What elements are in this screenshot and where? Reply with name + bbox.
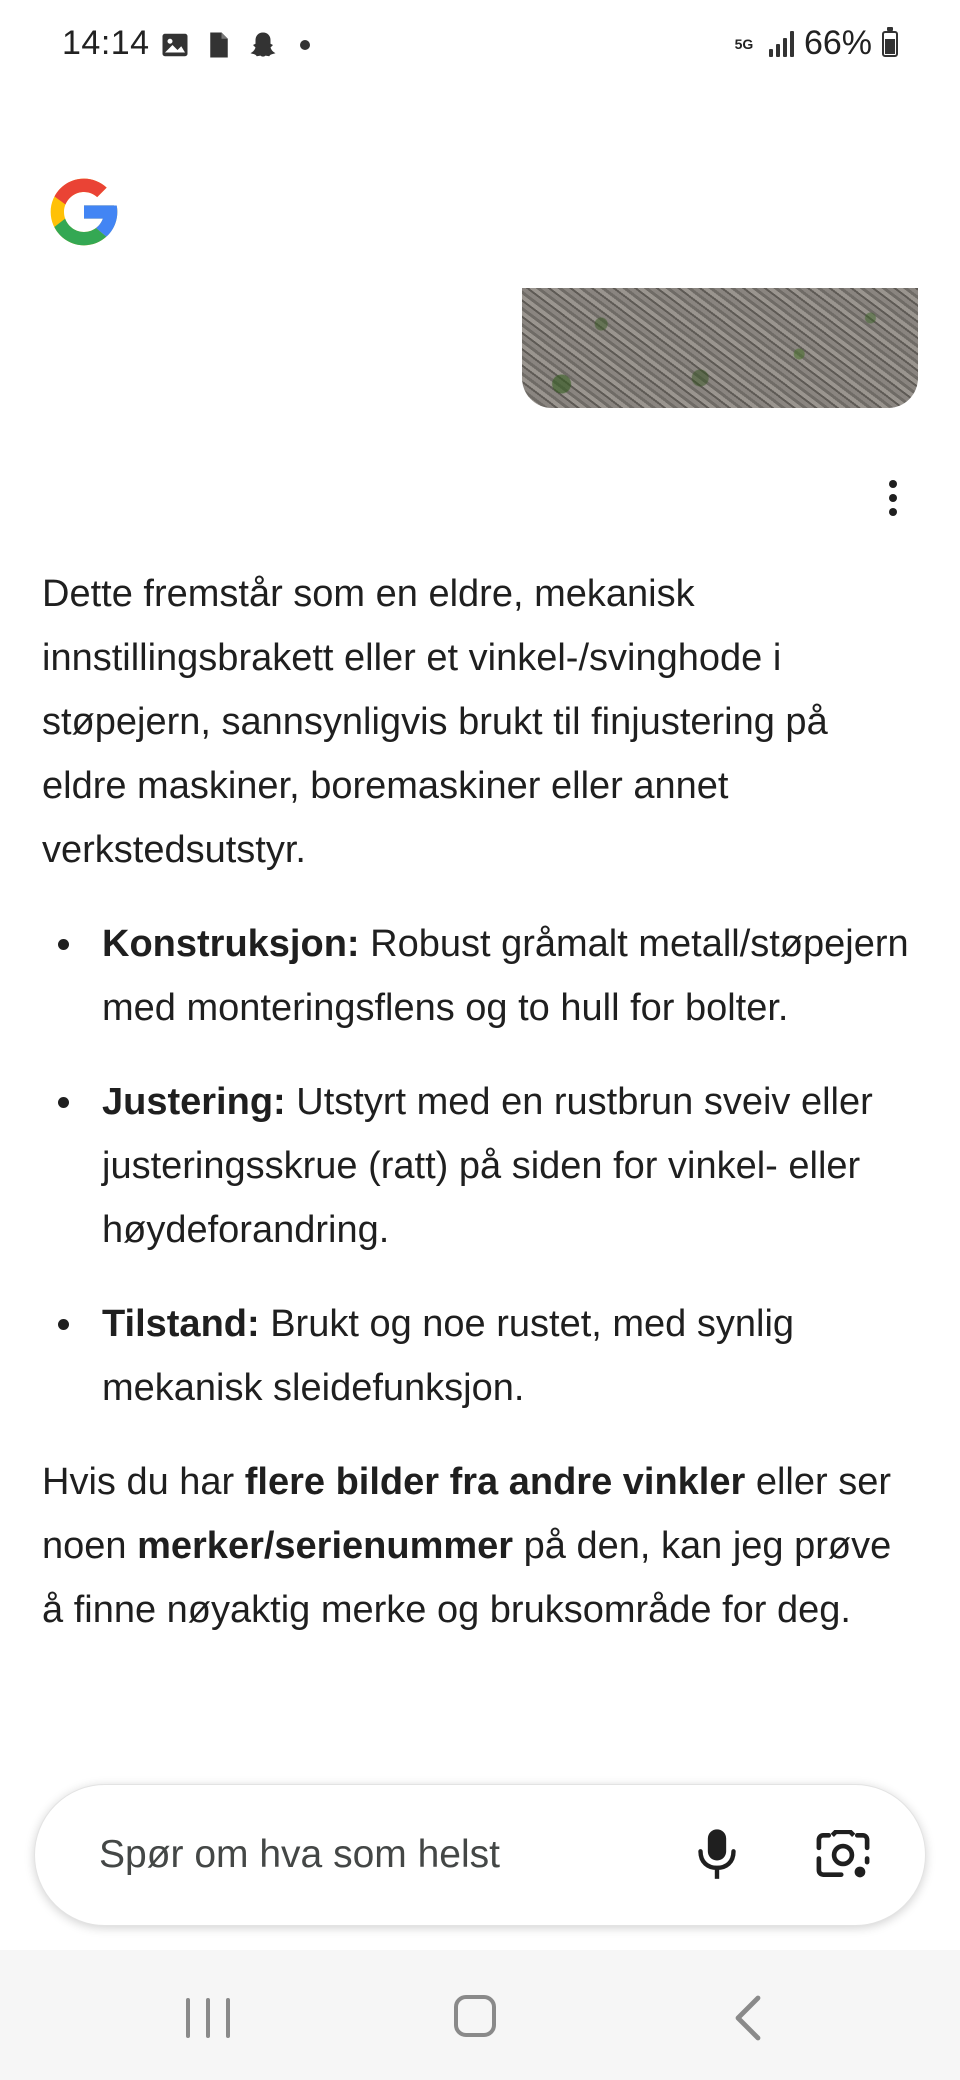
gallery-icon xyxy=(160,30,190,60)
closing-bold: flere bilder fra andre vinkler xyxy=(244,1461,746,1503)
google-lens-icon[interactable] xyxy=(811,1823,875,1887)
battery-percent: 66% xyxy=(803,24,872,62)
network-type-badge: 5G xyxy=(734,35,754,52)
bullet-text: Brukt og noe rustet, med synlig mekanisk sleidefunksjon. xyxy=(102,1303,795,1409)
list-item xyxy=(42,1292,912,1420)
list-item xyxy=(42,912,912,1040)
back-icon[interactable] xyxy=(728,1994,768,2042)
status-bar xyxy=(0,0,960,96)
prompt-input-placeholder[interactable]: Spør om hva som helst xyxy=(99,1833,500,1876)
prompt-input-bar[interactable] xyxy=(34,1784,926,1926)
response-closing xyxy=(42,1450,912,1642)
recents-icon[interactable] xyxy=(186,1998,230,2038)
bullet-title: Tilstand: xyxy=(102,1303,260,1345)
notification-icons xyxy=(160,30,310,60)
notification-dot xyxy=(300,40,310,50)
system-navigation-bar xyxy=(0,1950,960,2080)
list-item xyxy=(42,1070,912,1262)
response-bullets xyxy=(42,912,912,1420)
closing-bold: merker/serienummer xyxy=(137,1525,514,1567)
battery-icon xyxy=(882,31,898,57)
bullet-text: Utstyrt med en rustbrun sveiv eller justeringsskrue (ratt) på siden for vinkel- eller høydeforandring. xyxy=(102,1081,873,1251)
uploaded-photo[interactable] xyxy=(522,288,918,408)
bullet-title: Konstruksjon: xyxy=(102,923,360,965)
closing-text: på den, kan jeg prøve å finne nøyaktig merke og bruksområde for deg. xyxy=(42,1525,892,1631)
more-options-icon[interactable] xyxy=(876,476,910,520)
response-intro: Dette fremstår som en eldre, mekanisk innstillingsbrakett eller et vinkel-/svinghode i støpejern, sannsynligvis brukt til finjustering på eldre maskiner, boremaskiner eller annet verkstedsutstyr. xyxy=(42,573,828,871)
closing-text: eller ser noen xyxy=(42,1461,891,1567)
google-g-logo xyxy=(44,172,124,252)
microphone-icon[interactable] xyxy=(685,1823,749,1887)
bullet-title: Justering: xyxy=(102,1081,286,1123)
status-right xyxy=(729,24,898,63)
home-icon[interactable] xyxy=(454,1995,496,2037)
status-time: 14:14 xyxy=(62,24,150,62)
document-icon xyxy=(204,30,234,60)
bullet-text: Robust gråmalt metall/støpejern med monteringsflens og to hull for bolter. xyxy=(102,923,909,1029)
assistant-response xyxy=(42,562,912,1642)
signal-icon xyxy=(769,31,794,57)
snapchat-icon xyxy=(248,30,278,60)
closing-text: Hvis du har xyxy=(42,1461,245,1503)
